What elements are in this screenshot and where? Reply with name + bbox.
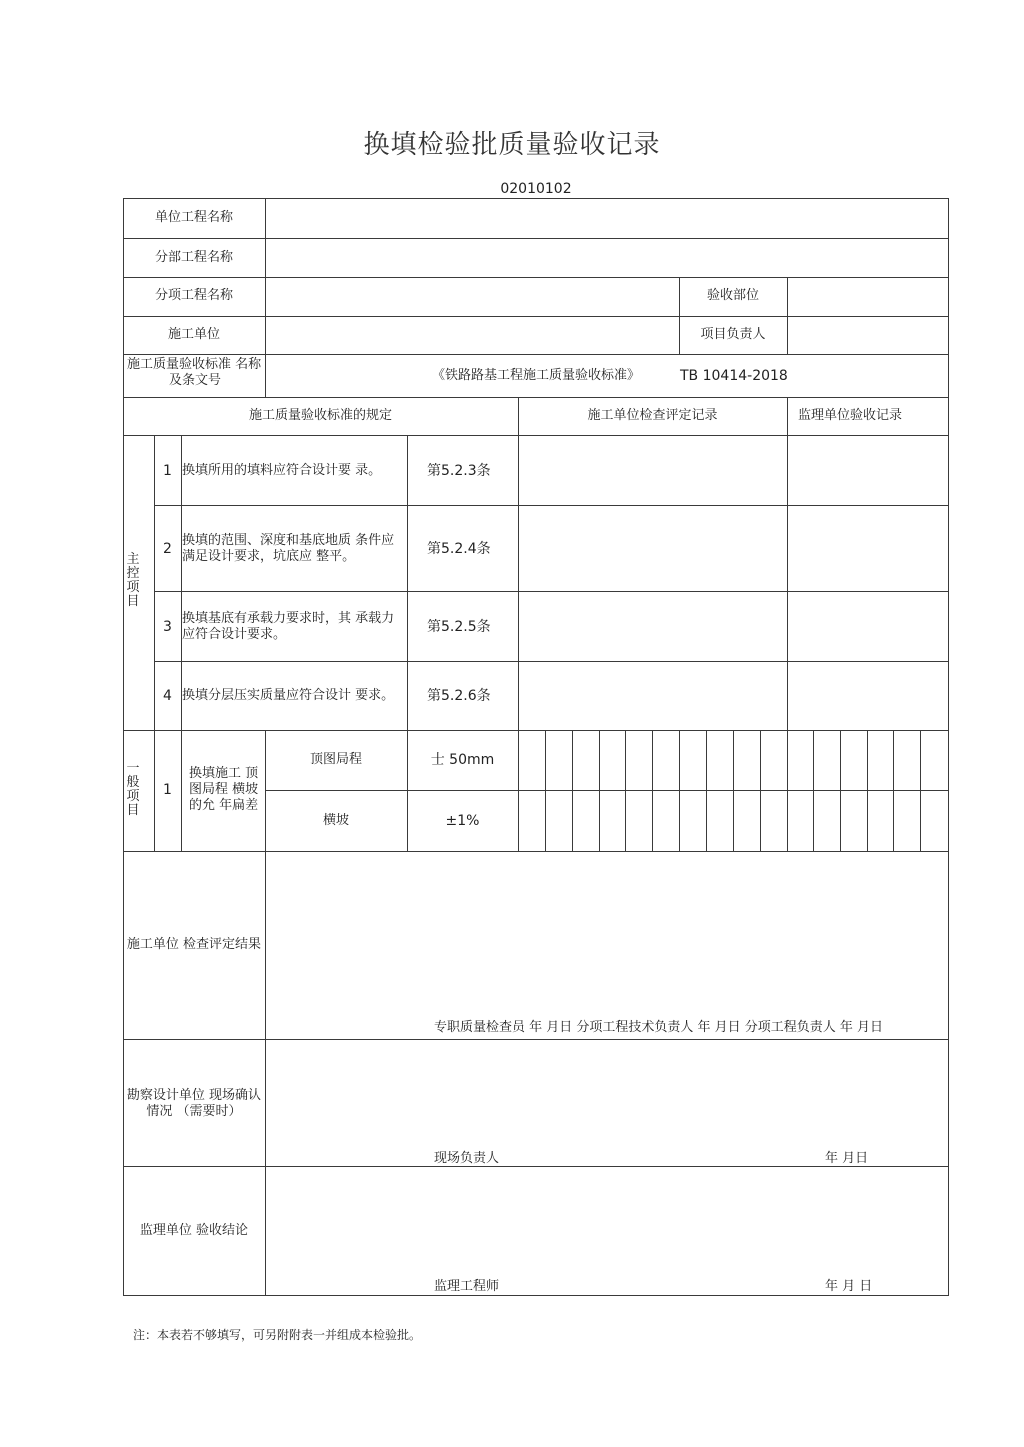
column-standard-rules: 施工质量验收标准的规定	[248, 408, 392, 423]
main-items-label: 主控项目	[126, 552, 140, 609]
standard-label-line2: 及条文号	[169, 373, 222, 388]
general-check-2-name: 横坡	[322, 813, 349, 828]
general-item-1-text: 换填施工 顶图局程 横坡的允 年扁差	[189, 766, 259, 813]
construction-unit-label: 施工单位	[167, 327, 220, 342]
general-item-1-no: 1	[163, 782, 172, 798]
survey-date-label: 年 月日	[825, 1151, 869, 1166]
main-item-3-text: 换填基底有承载力要求时，其 承载力应符合设计要求。	[182, 611, 395, 642]
general-check-2-tolerance: ±1%	[445, 813, 480, 829]
unit-project-name-label: 单位工程名称	[154, 210, 233, 225]
column-construction-check: 施工单位检查评定记录	[587, 408, 718, 423]
supervision-date-label: 年 月 日	[825, 1279, 873, 1294]
column-supervision-record: 监理单位验收记录	[797, 408, 902, 423]
supervision-signer-label: 监理工程师	[434, 1279, 500, 1294]
main-item-3-no: 3	[163, 619, 172, 635]
form-code: 02010102	[500, 181, 572, 197]
project-manager-label: 项目负责人	[700, 327, 766, 342]
general-items-label: 一般项目	[126, 761, 140, 818]
standard-label-line1: 施工质量验收标准 名称	[127, 357, 262, 372]
division-project-name-label: 分部工程名称	[154, 250, 233, 265]
survey-design-label: 勘察设计单位 现场确认情况 （需要时）	[126, 1088, 262, 1119]
supervision-conclusion-label: 监理单位 验收结论	[139, 1223, 249, 1238]
main-item-4-no: 4	[163, 688, 172, 704]
standard-code-value: TB 10414-2018	[680, 368, 788, 384]
construction-signature-line: 专职质量检查员 年 月日 分项工程技术负责人 年 月日 分项工程负责人 年 月日	[434, 1020, 884, 1035]
general-check-1-tolerance: 士 50mm	[430, 752, 495, 768]
main-item-4-clause: 第5.2.6条	[427, 688, 491, 704]
main-item-1-no: 1	[163, 463, 172, 479]
main-item-2-clause: 第5.2.4条	[427, 541, 491, 557]
main-item-1-text: 换填所用的填料应符合设计要 录。	[182, 463, 382, 478]
page-title: 换填检验批质量验收记录	[363, 130, 661, 160]
acceptance-part-label: 验收部位	[706, 288, 759, 303]
main-item-2-no: 2	[163, 541, 172, 557]
main-item-3-clause: 第5.2.5条	[427, 619, 491, 635]
main-item-1-clause: 第5.2.3条	[427, 463, 491, 479]
main-item-2-text: 换填的范围、深度和基底地质 条件应满足设计要求，坑底应 整平。	[182, 533, 395, 564]
standard-name-value: 《铁路路基工程施工质量验收标准》	[432, 368, 641, 383]
construction-result-label: 施工单位 检查评定结果	[126, 937, 262, 952]
subitem-project-name-label: 分项工程名称	[154, 288, 233, 303]
general-check-1-name: 顶图局程	[309, 752, 362, 767]
main-item-4-text: 换填分层压实质量应符合设计 要求。	[182, 688, 395, 703]
survey-signer-label: 现场负责人	[434, 1151, 500, 1166]
footnote: 注：本表若不够填写，可另附附表一并组成本检验批。	[133, 1328, 422, 1342]
